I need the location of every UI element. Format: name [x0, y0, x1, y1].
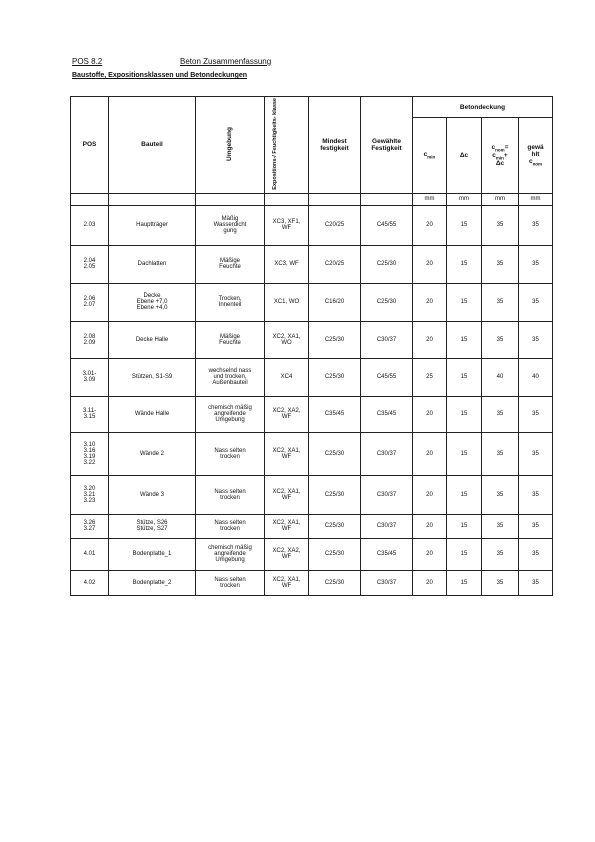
unit-delta-c: mm [447, 193, 482, 205]
cell-umgebung: Nass selten trocken [196, 514, 265, 538]
cell-pos: 4.02 [71, 570, 109, 595]
cell-gewaehlt: C35/45 [361, 396, 413, 432]
cell-gewaehlt-cnom: 35 [519, 432, 553, 475]
concrete-summary-table [70, 96, 553, 596]
cell-cnom: 35 [482, 432, 519, 475]
cell-cmin: 20 [413, 570, 447, 595]
cell-bauteil: Stütze, S26 Stütze, S27 [109, 514, 196, 538]
cell-mindest: C25/30 [309, 570, 361, 595]
cell-cnom: 35 [482, 514, 519, 538]
cell-bauteil: Bodenplatte_2 [109, 570, 196, 595]
cell-umgebung: Mäßige Feuchte [196, 245, 265, 283]
cell-gewaehlt-cnom: 35 [519, 283, 553, 321]
cell-mindest: C25/30 [309, 432, 361, 475]
cell-pos: 2.03 [71, 205, 109, 245]
cell-cnom: 35 [482, 570, 519, 595]
cell-pos: 3.10 3.16 3.19 3.22 [71, 432, 109, 475]
table-row [71, 570, 553, 595]
cell-delta-c: 15 [447, 538, 482, 570]
cell-exposition: XC2, XA2, WF [265, 396, 309, 432]
cell-bauteil: Stützen, S1-S9 [109, 358, 196, 396]
cell-bauteil: Wände 3 [109, 475, 196, 514]
cell-gewaehlt: C30/37 [361, 432, 413, 475]
cell-mindest: C25/30 [309, 358, 361, 396]
cell-bauteil: Decke Halle [109, 321, 196, 358]
cell-gewaehlt-cnom: 35 [519, 321, 553, 358]
cell-gewaehlt: C35/45 [361, 538, 413, 570]
cell-gewaehlt: C45/55 [361, 358, 413, 396]
table-row [71, 514, 553, 538]
cell-cmin: 20 [413, 432, 447, 475]
cell-exposition: XC2, XA1, WF [265, 570, 309, 595]
cell-pos: 2.04 2.05 [71, 245, 109, 283]
table-body [71, 205, 553, 595]
cell-gewaehlt-cnom: 35 [519, 570, 553, 595]
table-row [71, 396, 553, 432]
cell-exposition: XC3, XF1, WF [265, 205, 309, 245]
cell-pos: 2.06 2.07 [71, 283, 109, 321]
cell-mindest: C25/30 [309, 514, 361, 538]
cell-gewaehlt: C30/37 [361, 570, 413, 595]
cell-delta-c: 15 [447, 283, 482, 321]
cell-exposition: XC3, WF [265, 245, 309, 283]
cell-gewaehlt: C30/37 [361, 321, 413, 358]
cell-bauteil: Hauptträger [109, 205, 196, 245]
page-position-label: POS 8.2 [72, 57, 103, 66]
cell-mindest: C35/45 [309, 396, 361, 432]
cell-cnom: 35 [482, 245, 519, 283]
cell-cmin: 20 [413, 538, 447, 570]
cell-delta-c: 15 [447, 321, 482, 358]
table-row [71, 321, 553, 358]
page-title: Beton Zusammenfassung [180, 57, 272, 66]
header-delta-c: Δc [447, 118, 482, 193]
cell-gewaehlt: C30/37 [361, 475, 413, 514]
table-row [71, 283, 553, 321]
table-row [71, 432, 553, 475]
cell-mindest: C25/30 [309, 538, 361, 570]
cell-umgebung: Mäßige Feuchte [196, 321, 265, 358]
cell-delta-c: 15 [447, 475, 482, 514]
cell-pos: 3.11- 3.15 [71, 396, 109, 432]
cell-umgebung: Nass selten trocken [196, 570, 265, 595]
header-exposition-text: Expositions-/ Feuchtigkeits- klasse [271, 98, 278, 190]
cell-umgebung: Nass selten trocken [196, 475, 265, 514]
unit-cnom: mm [482, 193, 519, 205]
cell-gewaehlt-cnom: 35 [519, 396, 553, 432]
cell-bauteil: Dachlatten [109, 245, 196, 283]
header-cmin: $c_{min}$ [413, 118, 447, 193]
cell-cnom: 35 [482, 321, 519, 358]
header-umgebung-text: Umgebung [226, 126, 234, 161]
table-row [71, 245, 553, 283]
cell-cmin: 20 [413, 283, 447, 321]
cell-pos: 3.20 3.21 3.23 [71, 475, 109, 514]
header-pos: POS [71, 97, 109, 194]
cell-mindest: C20/25 [309, 205, 361, 245]
cell-gewaehlt-cnom: 35 [519, 475, 553, 514]
header-bauteil: Bauteil [109, 97, 196, 194]
cell-cmin: 20 [413, 205, 447, 245]
table-row [71, 358, 553, 396]
cell-mindest: C25/30 [309, 321, 361, 358]
cell-cmin: 20 [413, 475, 447, 514]
cell-gewaehlt: C30/37 [361, 514, 413, 538]
cell-cnom: 35 [482, 396, 519, 432]
cell-gewaehlt: C25/30 [361, 283, 413, 321]
cell-pos: 3.26 3.27 [71, 514, 109, 538]
cell-exposition: XC1, WO [265, 283, 309, 321]
cell-delta-c: 15 [447, 205, 482, 245]
cell-delta-c: 15 [447, 570, 482, 595]
cell-umgebung: chemisch mäßig angreifende Umgebung [196, 538, 265, 570]
cell-gewaehlt-cnom: 35 [519, 245, 553, 283]
cell-bauteil: Bodenplatte_1 [109, 538, 196, 570]
cell-exposition: XC2, XA2, WF [265, 538, 309, 570]
cell-gewaehlt: C45/55 [361, 205, 413, 245]
cell-cmin: 20 [413, 245, 447, 283]
header-betondeckung: Betondeckung [413, 97, 553, 118]
cell-delta-c: 15 [447, 432, 482, 475]
header-gewaehlt: Gewählte Festigkeit [361, 97, 413, 194]
cell-bauteil: Decke Ebene +7,0 Ebene +4,0 [109, 283, 196, 321]
cell-gewaehlt-cnom: 35 [519, 538, 553, 570]
cell-exposition: XC2, XA1, WF [265, 475, 309, 514]
cell-exposition: XC2, XA1, WO [265, 321, 309, 358]
cell-gewaehlt-cnom: 40 [519, 358, 553, 396]
cell-mindest: C25/30 [309, 475, 361, 514]
cell-pos: 2.08 2.09 [71, 321, 109, 358]
cell-mindest: C20/25 [309, 245, 361, 283]
cell-delta-c: 15 [447, 396, 482, 432]
table-row [71, 538, 553, 570]
cell-cnom: 40 [482, 358, 519, 396]
cell-cnom: 35 [482, 205, 519, 245]
cell-delta-c: 15 [447, 358, 482, 396]
cell-cmin: 20 [413, 514, 447, 538]
header-gewaehlt-cnom: gewä hlt $c_{nom}$ [519, 118, 553, 193]
cell-exposition: XC2, XA1, WF [265, 432, 309, 475]
cell-umgebung: Mäßig Wasserdicht gung [196, 205, 265, 245]
cell-pos: 3.01- 3.09 [71, 358, 109, 396]
cell-cnom: 35 [482, 538, 519, 570]
header-umgebung [196, 97, 265, 194]
cell-cmin: 25 [413, 358, 447, 396]
table-row [71, 205, 553, 245]
cell-exposition: XC4 [265, 358, 309, 396]
cell-cmin: 20 [413, 396, 447, 432]
cell-bauteil: Wände 2 [109, 432, 196, 475]
cell-pos: 4.01 [71, 538, 109, 570]
cell-umgebung: wechselnd nass und trocken, Außenbauteil [196, 358, 265, 396]
cell-gewaehlt-cnom: 35 [519, 205, 553, 245]
unit-cmin: mm [413, 193, 447, 205]
cell-delta-c: 15 [447, 245, 482, 283]
cell-umgebung: Nass selten trocken [196, 432, 265, 475]
table-row [71, 475, 553, 514]
cell-bauteil: Wände Halle [109, 396, 196, 432]
cell-umgebung: chemisch mäßig angreifende Umgebung [196, 396, 265, 432]
unit-gewaehlt: mm [519, 193, 553, 205]
cell-umgebung: Trocken, Innenteil [196, 283, 265, 321]
cell-cmin: 20 [413, 321, 447, 358]
cell-mindest: C16/20 [309, 283, 361, 321]
table-subtitle: Baustoffe, Expositionsklassen und Betondeckungen [72, 72, 248, 79]
cell-gewaehlt: C25/30 [361, 245, 413, 283]
cell-exposition: XC2, XA1, WF [265, 514, 309, 538]
header-cnom: $c_{nom}=$ $c_{min}+$ Δc [482, 118, 519, 193]
header-mindest: Mindest festigkeit [309, 97, 361, 194]
cell-cnom: 35 [482, 283, 519, 321]
cell-delta-c: 15 [447, 514, 482, 538]
cell-cnom: 35 [482, 475, 519, 514]
cell-gewaehlt-cnom: 35 [519, 514, 553, 538]
header-exposition [265, 97, 309, 194]
